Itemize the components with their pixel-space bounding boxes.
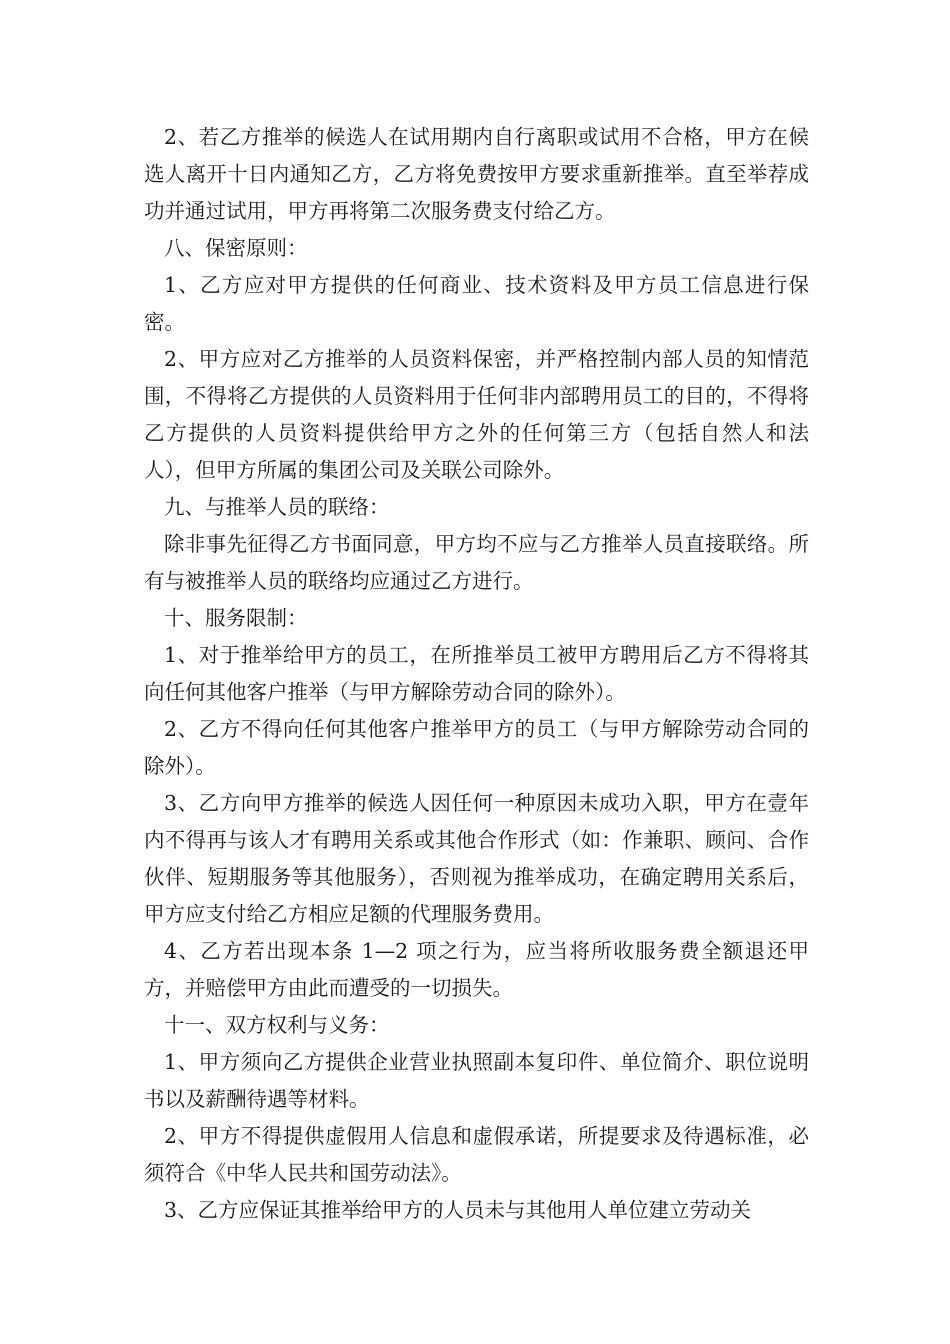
- clause-10-item-2: 2、乙方不得向任何其他客户推举甲方的员工（与甲方解除劳动合同的除外）。: [144, 717, 809, 778]
- section-10-heading: 十、服务限制：: [164, 606, 308, 630]
- section-9-heading: 九、与推举人员的联络：: [164, 495, 390, 519]
- section-8-heading: 八、保密原则：: [164, 236, 308, 260]
- clause-8-item-1: 1、乙方应对甲方提供的任何商业、技术资料及甲方员工信息进行保密。: [144, 273, 809, 334]
- clause-9-text: 除非事先征得乙方书面同意，甲方均不应与乙方推举人员直接联络。所有与被推举人员的联络均应通过乙方进行。: [144, 532, 809, 593]
- section-11-heading: 十一、双方权利与义务：: [164, 1013, 390, 1037]
- clause-7-item-2: 2、若乙方推举的候选人在试用期内自行离职或试用不合格，甲方在候选人离开十日内通知乙方，乙方将免费按甲方要求重新推举。直至举荐成功并通过试用，甲方再将第二次服务费支付给乙方。: [144, 125, 809, 223]
- clause-10-item-1: 1、对于推举给甲方的员工，在所推举员工被甲方聘用后乙方不得将其向任何其他客户推举（与甲方解除劳动合同的除外）。: [144, 643, 809, 704]
- document-body: [144, 119, 809, 1229]
- clause-10-item-3: 3、乙方向甲方推举的候选人因任何一种原因未成功入职，甲方在壹年内不得再与该人才有聘用关系或其他合作形式（如：作兼职、顾问、合作伙伴、短期服务等其他服务），否则视为推举成功，在确定聘用关系后，甲方应支付给乙方相应足额的代理服务费用。: [144, 791, 809, 926]
- clause-11-item-1: 1、甲方须向乙方提供企业营业执照副本复印件、单位简介、职位说明书以及薪酬待遇等材料。: [144, 1050, 809, 1111]
- clause-10-item-4: 4、乙方若出现本条 1—2 项之行为，应当将所收服务费全额退还甲方，并赔偿甲方由此而遭受的一切损失。: [144, 939, 809, 1000]
- clause-8-item-2: 2、甲方应对乙方推举的人员资料保密，并严格控制内部人员的知情范围，不得将乙方提供的人员资料用于任何非内部聘用员工的目的，不得将乙方提供的人员资料提供给甲方之外的任何第三方（包括自然人和法人），但甲方所属的集团公司及关联公司除外。: [144, 347, 809, 482]
- clause-11-item-3: 3、乙方应保证其推举给甲方的人员未与其他用人单位建立劳动关: [164, 1198, 752, 1222]
- clause-11-item-2: 2、甲方不得提供虚假用人信息和虚假承诺，所提要求及待遇标准，必须符合《中华人民共和国劳动法》。: [144, 1124, 809, 1185]
